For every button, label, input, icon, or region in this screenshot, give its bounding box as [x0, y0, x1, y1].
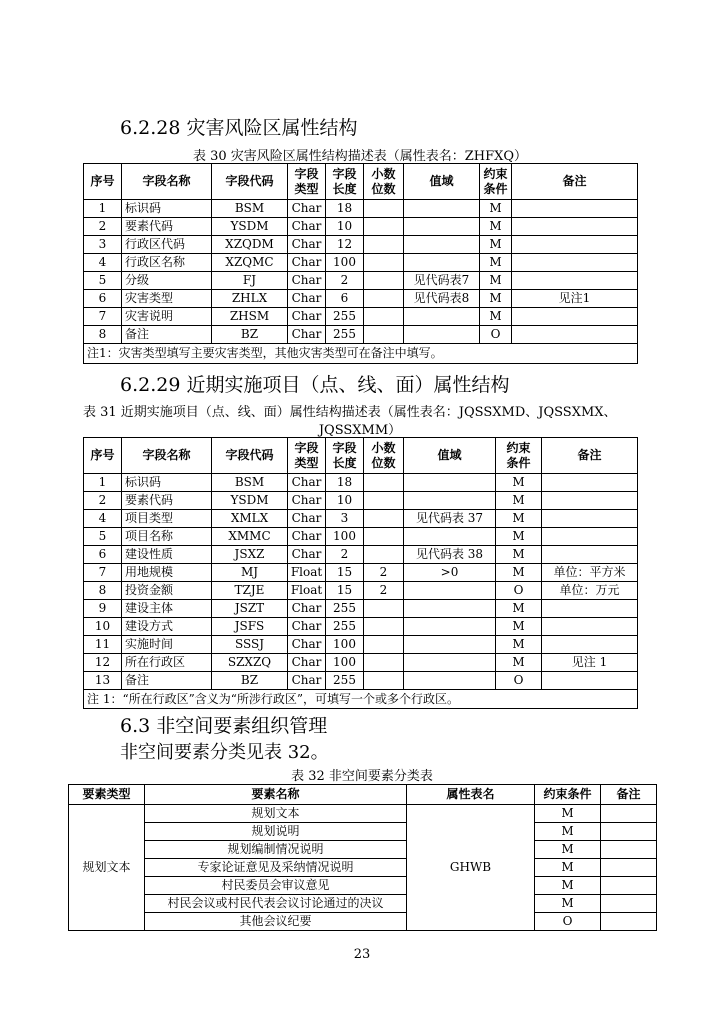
- table-cell: 3: [84, 236, 122, 254]
- table-cell: [404, 600, 496, 618]
- table-cell: 行政区代码: [122, 236, 212, 254]
- table-cell: JSFS: [212, 618, 288, 636]
- table-cell: M: [496, 474, 542, 492]
- table-30-header-row: [84, 164, 638, 200]
- table-cell: [364, 308, 404, 326]
- table-cell: [364, 290, 404, 308]
- table-cell: ZHLX: [212, 290, 288, 308]
- table-cell: JSZT: [212, 600, 288, 618]
- table-cell: 100: [326, 654, 364, 672]
- table-cell: [364, 528, 404, 546]
- table-cell: [364, 618, 404, 636]
- table-cell: Char: [288, 474, 326, 492]
- table-row: [84, 528, 638, 546]
- feature-type-cell: 规划文本: [69, 805, 145, 931]
- col-header: 备注: [512, 164, 638, 200]
- table-cell: [404, 492, 496, 510]
- table-cell: 15: [326, 564, 364, 582]
- table-cell: 投资金额: [122, 582, 212, 600]
- table-cell: 项目名称: [122, 528, 212, 546]
- table-cell: 100: [326, 636, 364, 654]
- table-cell: 2: [326, 272, 364, 290]
- table-cell: Char: [288, 654, 326, 672]
- table-cell: BSM: [212, 474, 288, 492]
- table-cell: 7: [84, 308, 122, 326]
- table-cell: 255: [326, 326, 364, 344]
- table-32-header-row: [69, 785, 657, 805]
- table-cell: 100: [326, 528, 364, 546]
- col-header: 要素类型: [69, 785, 145, 805]
- attribute-table-name-cell: GHWB: [407, 805, 535, 931]
- table-cell: 2: [326, 546, 364, 564]
- section-heading-6-3: 6.3 非空间要素组织管理: [120, 715, 328, 737]
- table-cell: 标识码: [122, 474, 212, 492]
- table-cell: [364, 654, 404, 672]
- table-cell: 见注 1: [542, 654, 638, 672]
- table-cell: M: [496, 510, 542, 528]
- table-cell: M: [496, 546, 542, 564]
- table-cell: [364, 672, 404, 690]
- table-cell: 10: [326, 218, 364, 236]
- table-cell: 255: [326, 618, 364, 636]
- table-cell: [404, 218, 480, 236]
- table-cell: 建设性质: [122, 546, 212, 564]
- table-cell: [364, 546, 404, 564]
- table-cell: Char: [288, 492, 326, 510]
- table-cell: 项目类型: [122, 510, 212, 528]
- col-header: 字段 长度: [326, 438, 364, 474]
- table-row: [69, 877, 657, 895]
- table-cell: Char: [288, 236, 326, 254]
- col-header: 字段代码: [212, 438, 288, 474]
- table-cell: Char: [288, 600, 326, 618]
- feature-name-cell: 规划编制情况说明: [145, 841, 407, 859]
- table-30: [83, 163, 638, 364]
- table-cell: 4: [84, 254, 122, 272]
- table-row: [84, 308, 638, 326]
- table-cell: 13: [84, 672, 122, 690]
- table-cell: 6: [84, 546, 122, 564]
- table-row: [69, 823, 657, 841]
- constraint-cell: O: [535, 913, 601, 931]
- table-cell: 3: [326, 510, 364, 528]
- table-row: [69, 859, 657, 877]
- col-header: 约束 条件: [496, 438, 542, 474]
- remark-cell: [601, 895, 657, 913]
- table-cell: 灾害说明: [122, 308, 212, 326]
- table-cell: 9: [84, 600, 122, 618]
- table-cell: Char: [288, 618, 326, 636]
- feature-name-cell: 村民会议或村民代表会议讨论通过的决议: [145, 895, 407, 913]
- table-cell: O: [496, 672, 542, 690]
- table-cell: 1: [84, 200, 122, 218]
- table-cell: 10: [326, 492, 364, 510]
- table-cell: XMLX: [212, 510, 288, 528]
- table-cell: 8: [84, 326, 122, 344]
- table-row: [84, 672, 638, 690]
- table-cell: M: [480, 272, 512, 290]
- table-cell: 2: [84, 218, 122, 236]
- table-cell: [364, 236, 404, 254]
- table-cell: [364, 272, 404, 290]
- table-cell: 2: [364, 564, 404, 582]
- table-cell: 备注: [122, 672, 212, 690]
- table-cell: YSDM: [212, 218, 288, 236]
- table-cell: 分级: [122, 272, 212, 290]
- col-header: 备注: [542, 438, 638, 474]
- table-cell: [404, 200, 480, 218]
- table-32: [68, 784, 657, 931]
- feature-name-cell: 其他会议纪要: [145, 913, 407, 931]
- table-cell: [404, 308, 480, 326]
- table-cell: 见代码表7: [404, 272, 480, 290]
- table-cell: 2: [364, 582, 404, 600]
- table-cell: 建设主体: [122, 600, 212, 618]
- table-row: [84, 290, 638, 308]
- table-cell: O: [480, 326, 512, 344]
- table-cell: 单位：万元: [542, 582, 638, 600]
- table-cell: [404, 528, 496, 546]
- table-cell: 5: [84, 272, 122, 290]
- table-row: [84, 654, 638, 672]
- table-cell: [512, 236, 638, 254]
- remark-cell: [601, 913, 657, 931]
- table-cell: Char: [288, 308, 326, 326]
- table-cell: [404, 654, 496, 672]
- col-header: 序号: [84, 438, 122, 474]
- section-heading-6-2-28: 6.2.28 灾害风险区属性结构: [120, 117, 358, 139]
- table-cell: 1: [84, 474, 122, 492]
- col-header: 字段名称: [122, 164, 212, 200]
- table-cell: YSDM: [212, 492, 288, 510]
- table-cell: 2: [84, 492, 122, 510]
- table-cell: [404, 582, 496, 600]
- table-row: [84, 236, 638, 254]
- table-cell: 备注: [122, 326, 212, 344]
- col-header: 备注: [601, 785, 657, 805]
- table-row: [69, 805, 657, 823]
- table-cell: Char: [288, 326, 326, 344]
- table-cell: 100: [326, 254, 364, 272]
- table-cell: [364, 218, 404, 236]
- table-31-note: 注 1：“所在行政区”含义为“所涉行政区”，可填写一个或多个行政区。: [84, 690, 638, 709]
- constraint-cell: M: [535, 859, 601, 877]
- table-31-caption-line2: JQSSXMM）: [318, 423, 402, 438]
- table-cell: 标识码: [122, 200, 212, 218]
- table-cell: Char: [288, 528, 326, 546]
- feature-name-cell: 专家论证意见及采纳情况说明: [145, 859, 407, 877]
- table-cell: [404, 636, 496, 654]
- table-row: [69, 895, 657, 913]
- table-31-header-row: [84, 438, 638, 474]
- table-cell: [512, 218, 638, 236]
- table-row: [84, 546, 638, 564]
- table-cell: 12: [84, 654, 122, 672]
- table-30-caption: 表 30 灾害风险区属性结构描述表（属性表名：ZHFXQ）: [192, 149, 528, 164]
- table-cell: >0: [404, 564, 496, 582]
- table-cell: FJ: [212, 272, 288, 290]
- col-header: 字段代码: [212, 164, 288, 200]
- feature-name-cell: 村民委员会审议意见: [145, 877, 407, 895]
- table-row: [84, 218, 638, 236]
- col-header: 小数 位数: [364, 164, 404, 200]
- table-cell: [364, 254, 404, 272]
- feature-name-cell: 规划文本: [145, 805, 407, 823]
- table-cell: 12: [326, 236, 364, 254]
- table-cell: 见代码表 38: [404, 546, 496, 564]
- constraint-cell: M: [535, 895, 601, 913]
- table-cell: Char: [288, 510, 326, 528]
- table-cell: M: [496, 654, 542, 672]
- remark-cell: [601, 823, 657, 841]
- table-cell: [542, 492, 638, 510]
- table-cell: JSXZ: [212, 546, 288, 564]
- table-cell: ZHSM: [212, 308, 288, 326]
- table-cell: M: [496, 492, 542, 510]
- table-row: [84, 474, 638, 492]
- table-cell: [542, 528, 638, 546]
- table-cell: 6: [326, 290, 364, 308]
- remark-cell: [601, 805, 657, 823]
- table-cell: [542, 510, 638, 528]
- table-cell: Char: [288, 672, 326, 690]
- table-cell: 建设方式: [122, 618, 212, 636]
- table-cell: [404, 618, 496, 636]
- table-row: [84, 510, 638, 528]
- table-cell: SZXZQ: [212, 654, 288, 672]
- constraint-cell: M: [535, 805, 601, 823]
- table-cell: 6: [84, 290, 122, 308]
- table-cell: 实施时间: [122, 636, 212, 654]
- table-cell: 所在行政区: [122, 654, 212, 672]
- table-cell: [364, 636, 404, 654]
- table-cell: MJ: [212, 564, 288, 582]
- table-cell: [364, 492, 404, 510]
- table-30-note: 注1：灾害类型填写主要灾害类型，其他灾害类型可在备注中填写。: [84, 344, 638, 364]
- table-cell: 18: [326, 200, 364, 218]
- table-cell: [512, 200, 638, 218]
- table-32-caption: 表 32 非空间要素分类表: [291, 769, 433, 784]
- table-cell: M: [496, 564, 542, 582]
- table-cell: [512, 326, 638, 344]
- table-cell: BSM: [212, 200, 288, 218]
- table-cell: 见注1: [512, 290, 638, 308]
- table-row: [84, 600, 638, 618]
- table-cell: [404, 236, 480, 254]
- table-row: [69, 913, 657, 931]
- table-cell: [364, 200, 404, 218]
- table-cell: 5: [84, 528, 122, 546]
- page-number: 23: [353, 947, 371, 962]
- col-header: 字段 长度: [326, 164, 364, 200]
- table-cell: [404, 672, 496, 690]
- table-cell: 见代码表 37: [404, 510, 496, 528]
- table-cell: [404, 474, 496, 492]
- table-cell: 单位：平方米: [542, 564, 638, 582]
- table-cell: 255: [326, 600, 364, 618]
- col-header: 字段 类型: [288, 164, 326, 200]
- table-cell: O: [496, 582, 542, 600]
- col-header: 约束 条件: [480, 164, 512, 200]
- table-cell: Char: [288, 636, 326, 654]
- table-cell: 18: [326, 474, 364, 492]
- table-cell: 10: [84, 618, 122, 636]
- table-cell: [542, 546, 638, 564]
- table-cell: [364, 474, 404, 492]
- table-cell: Char: [288, 218, 326, 236]
- table-cell: XMMC: [212, 528, 288, 546]
- table-cell: 255: [326, 308, 364, 326]
- table-cell: [512, 308, 638, 326]
- section-heading-6-2-29: 6.2.29 近期实施项目（点、线、面）属性结构: [120, 374, 510, 396]
- table-row: [84, 582, 638, 600]
- table-row: [84, 200, 638, 218]
- table-cell: Char: [288, 546, 326, 564]
- table-cell: M: [496, 528, 542, 546]
- table-cell: Char: [288, 254, 326, 272]
- table-cell: M: [480, 308, 512, 326]
- table-cell: 15: [326, 582, 364, 600]
- table-cell: 7: [84, 564, 122, 582]
- constraint-cell: M: [535, 823, 601, 841]
- constraint-cell: M: [535, 877, 601, 895]
- table-cell: M: [496, 636, 542, 654]
- col-header: 要素名称: [145, 785, 407, 805]
- table-cell: BZ: [212, 326, 288, 344]
- table-cell: [404, 254, 480, 272]
- table-cell: M: [480, 200, 512, 218]
- table-cell: 行政区名称: [122, 254, 212, 272]
- col-header: 字段 类型: [288, 438, 326, 474]
- col-header: 值域: [404, 164, 480, 200]
- table-row: [84, 618, 638, 636]
- table-row: [84, 254, 638, 272]
- table-cell: XZQMC: [212, 254, 288, 272]
- table-cell: Float: [288, 582, 326, 600]
- table-cell: [542, 636, 638, 654]
- col-header: 约束条件: [535, 785, 601, 805]
- table-cell: 灾害类型: [122, 290, 212, 308]
- table-cell: 255: [326, 672, 364, 690]
- remark-cell: [601, 859, 657, 877]
- table-cell: 见代码表8: [404, 290, 480, 308]
- table-31: [83, 437, 638, 709]
- constraint-cell: M: [535, 841, 601, 859]
- table-cell: 要素代码: [122, 218, 212, 236]
- table-cell: 4: [84, 510, 122, 528]
- table-row: [84, 492, 638, 510]
- col-header: 序号: [84, 164, 122, 200]
- table-cell: M: [480, 218, 512, 236]
- col-header: 属性表名: [407, 785, 535, 805]
- table-cell: [364, 326, 404, 344]
- table-cell: M: [480, 290, 512, 308]
- table-cell: M: [496, 600, 542, 618]
- table-cell: TZJE: [212, 582, 288, 600]
- table-row: [84, 636, 638, 654]
- remark-cell: [601, 877, 657, 895]
- table-cell: [542, 474, 638, 492]
- table-31-caption-line1: 表 31 近期实施项目（点、线、面）属性结构描述表（属性表名：JQSSXMD、JQSSXMX、: [83, 405, 617, 420]
- table-row: [69, 841, 657, 859]
- table-cell: XZQDM: [212, 236, 288, 254]
- table-row: [84, 564, 638, 582]
- table-cell: Char: [288, 272, 326, 290]
- col-header: 字段名称: [122, 438, 212, 474]
- table-cell: [364, 510, 404, 528]
- col-header: 值域: [404, 438, 496, 474]
- table-cell: 用地规模: [122, 564, 212, 582]
- table-cell: BZ: [212, 672, 288, 690]
- table-cell: Float: [288, 564, 326, 582]
- table-cell: M: [480, 236, 512, 254]
- table-cell: [364, 600, 404, 618]
- table-cell: [542, 600, 638, 618]
- table-cell: 要素代码: [122, 492, 212, 510]
- paragraph-text: 非空间要素分类见表 32。: [120, 742, 329, 763]
- table-cell: 8: [84, 582, 122, 600]
- table-cell: SSSJ: [212, 636, 288, 654]
- table-row: [84, 326, 638, 344]
- table-cell: Char: [288, 200, 326, 218]
- col-header: 小数 位数: [364, 438, 404, 474]
- table-row: [84, 272, 638, 290]
- table-cell: [404, 326, 480, 344]
- table-cell: [512, 254, 638, 272]
- table-cell: [512, 272, 638, 290]
- table-cell: M: [480, 254, 512, 272]
- feature-name-cell: 规划说明: [145, 823, 407, 841]
- table-cell: Char: [288, 290, 326, 308]
- table-cell: [542, 672, 638, 690]
- remark-cell: [601, 841, 657, 859]
- table-cell: M: [496, 618, 542, 636]
- table-cell: [542, 618, 638, 636]
- table-cell: 11: [84, 636, 122, 654]
